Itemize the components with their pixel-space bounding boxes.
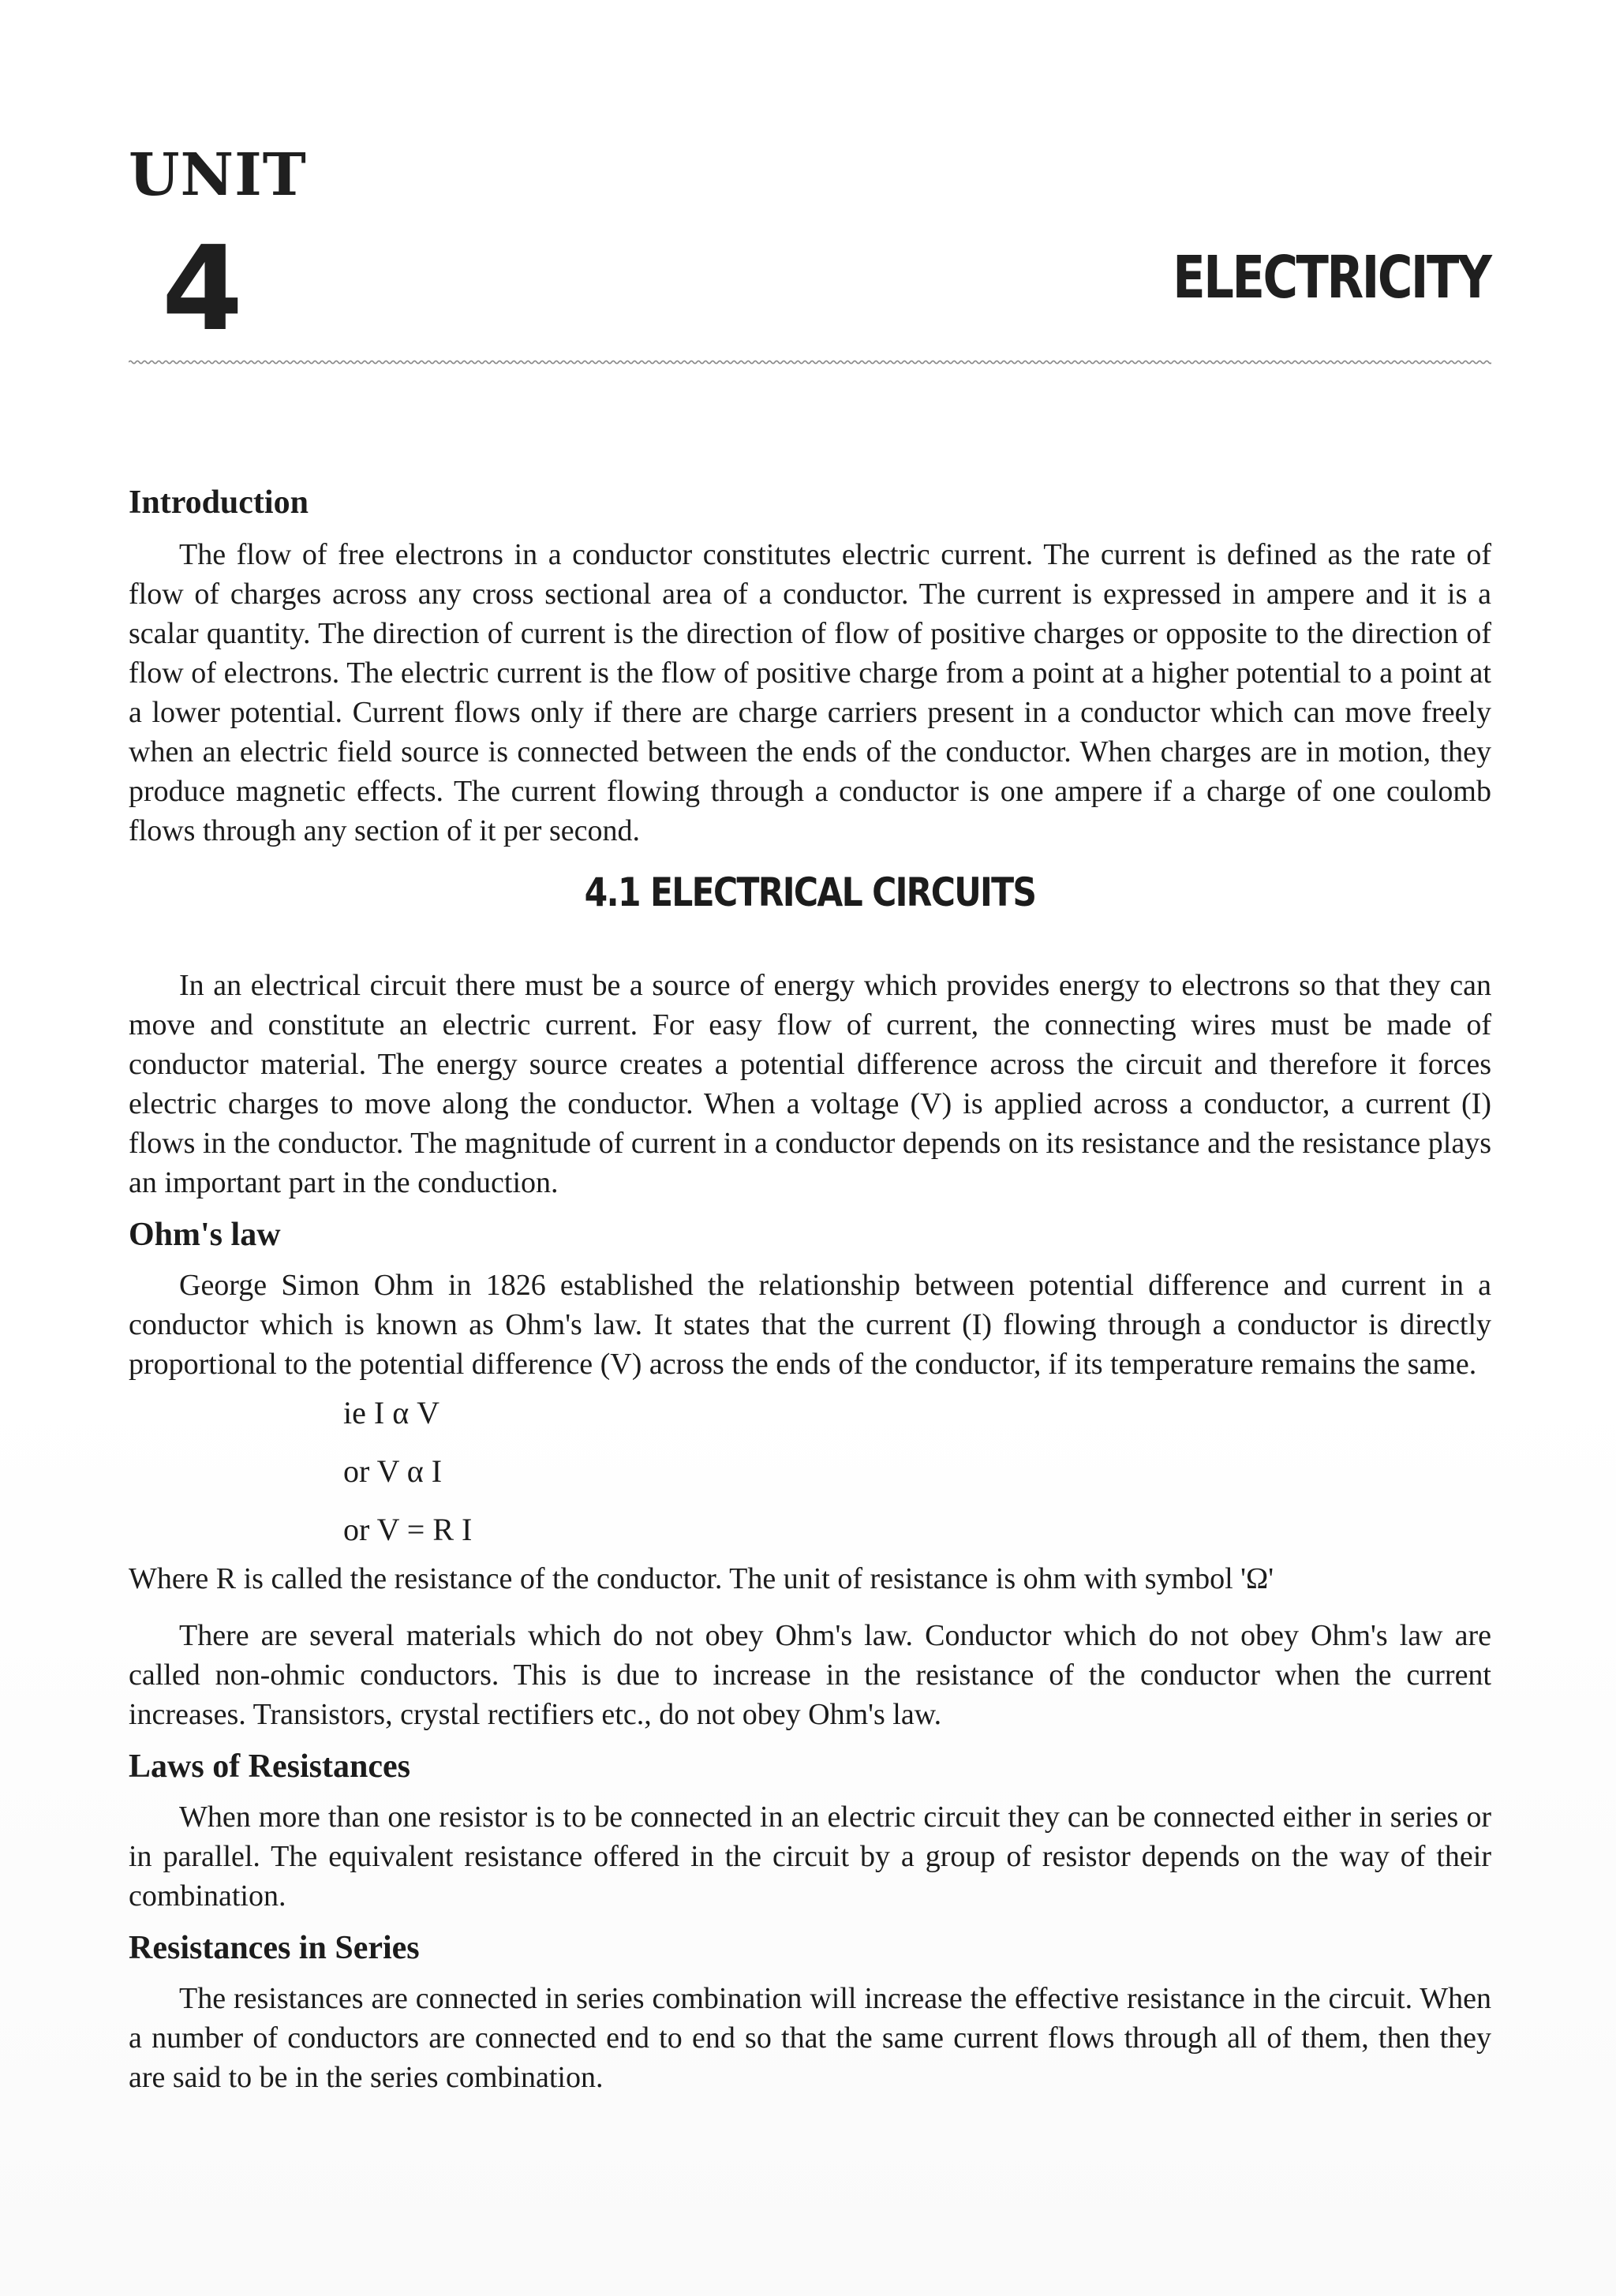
ohms-law-heading: Ohm's law	[129, 1217, 281, 1253]
introduction-paragraph: The flow of free electrons in a conductor constitutes electric current. The current is defined as the rate of flow of charges across any cross sectional area of a conductor. The current is expressed in ampere and it is a scalar quantity. The direction of current is the direction of flow of positive charges or opposite to the direction of flow of electrons. The electric current is the flow of positive charge from a point at a higher potential to a point at a lower potential. Current flows only if there are charge carriers present in a conductor which can move freely when an electric field source is connected between the ends of the conductor. When charges are in motion, they produce magnetic effects. The current flowing through a conductor is one ampere if a charge of one coulomb flows through any section of it per second.	[129, 538, 1491, 847]
unit-label: UNIT	[129, 141, 307, 209]
formula-line: or V α I	[343, 1453, 443, 1489]
electrical-circuits-paragraph: In an electrical circuit there must be a source of energy which provides energy to electrons so that they can move and constitute an electric current. For easy flow of current, the connecting wires must be made of conductor material. The energy source creates a potential difference across the circuit and therefore it forces electric charges to move along the conductor. When a voltage (V) is applied across a conductor, a current (I) flows in the conductor. The magnitude of current in a conductor depends on its resistance and the resistance plays an important part in the conduction.	[129, 969, 1491, 1199]
resistances-in-series-paragraph: The resistances are connected in series combination will increase the effective resistance in the circuit. When a number of conductors are connected end to end so that the same current flows through all of them, then they are said to be in the series combination.	[129, 1982, 1491, 2094]
laws-of-resistances-paragraph: When more than one resistor is to be connected in an electric circuit they can be connected either in series or in parallel. The equivalent resistance offered in the circuit by a group of resistor depends on the way of their combination.	[129, 1801, 1491, 1913]
section-title-electrical-circuits: 4.1 ELECTRICAL CIRCUITS	[584, 869, 1036, 915]
laws-of-resistances-heading: Laws of Resistances	[129, 1748, 410, 1785]
resistances-in-series-heading: Resistances in Series	[129, 1930, 420, 1966]
unit-number: 4	[162, 221, 243, 357]
introduction-heading: Introduction	[129, 484, 309, 521]
non-ohmic-paragraph: There are several materials which do not obey Ohm's law. Conductor which do not obey Ohm's law are called non-ohmic conductors. This is due to increase in the resistance of the conductor when the current increases. Transistors, crystal rectifiers etc., do not obey Ohm's law.	[129, 1619, 1491, 1731]
formula-line: ie I α V	[343, 1395, 440, 1430]
main-content	[129, 481, 1491, 2097]
ohms-law-paragraph: George Simon Ohm in 1826 established the relationship between potential difference and current in a conductor which is known as Ohm's law. It states that the current (I) flowing through a conductor is directly proportional to the potential difference (V) across the ends of the conductor, if its temperature remains the same.	[129, 1269, 1491, 1381]
formula-line: or V = R I	[343, 1512, 473, 1547]
resistance-unit-text: Where R is called the resistance of the conductor. The unit of resistance is ohm with symbol 'Ω'	[129, 1562, 1274, 1595]
chapter-title: ELECTRICITY	[1172, 244, 1490, 312]
wavy-divider	[129, 357, 1491, 368]
